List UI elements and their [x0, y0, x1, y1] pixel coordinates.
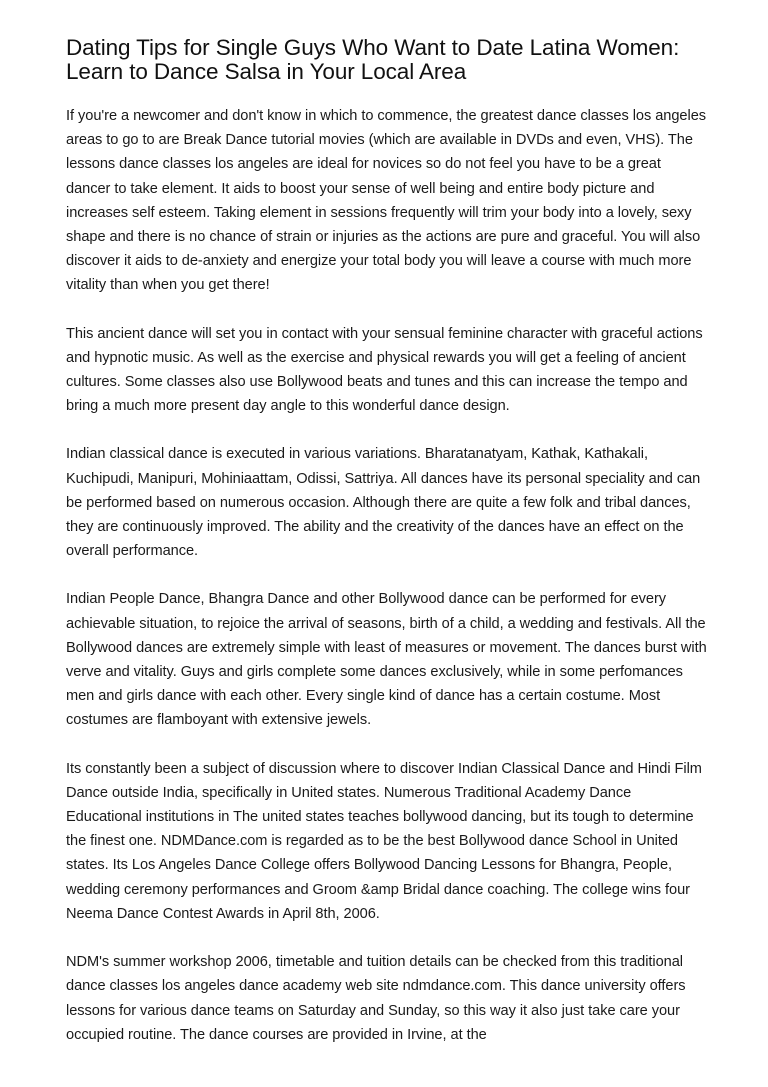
- paragraph-3: Indian classical dance is executed in various variations. Bharatanatyam, Kathak, Kathakali, Kuchipudi, Manipuri, Mohiniaattam, Odissi, Sattriya. All dances have its personal speciality and can be performed based on numerous occasion. Although there are quite a few folk and tribal dances, they are continuously improved. The ability and the creativity of the dances have an effect on the overall performance.: [66, 446, 701, 560]
- document-title: Dating Tips for Single Guys Who Want to Date Latina Women: Learn to Dance Salsa in Your Local Area: [66, 35, 680, 84]
- paragraph-2: This ancient dance will set you in contact with your sensual feminine character with graceful actions and hypnotic music. As well as the exercise and physical rewards you will get a feeling of ancient cultures. Some classes also use Bollywood beats and tunes and this can increase the tempo and bring a much more present day angle to this wonderful dance design.: [66, 325, 703, 415]
- document-page: [66, 36, 708, 1071]
- paragraph-1: If you're a newcomer and don't know in which to commence, the greatest dance classes los angeles areas to go to are Break Dance tutorial movies (which are available in DVDs and even, VHS). The lessons dance classes los angeles are ideal for novices so do not feel you have to be a great dancer to take element. It aids to boost your sense of well being and entire body picture and increases self esteem. Taking element in sessions frequently will trim your body into a lovely, sexy shape and there is no chance of strain or injuries as the actions are pure and graceful. You will also discover it aids to de-anxiety and energize your total body you will leave a course with much more vitality than when you get there!: [66, 108, 707, 294]
- paragraph-5: Its constantly been a subject of discussion where to discover Indian Classical Dance and Hindi Film Dance outside India, specifically in United states. Numerous Traditional Academy Dance Educational institutions in The united states teaches bollywood dancing, but its tough to determine the finest one. NDMDance.com is regarded as to be the best Bollywood dance School in United states. Its Los Angeles Dance College offers Bollywood Dancing Lessons for Bhangra, People, wedding ceremony performances and Groom &amp Bridal dance coaching. The college wins four Neema Dance Contest Awards in April 8th, 2006.: [66, 760, 702, 922]
- paragraph-6: NDM's summer workshop 2006, timetable and tuition details can be checked from this traditional dance classes los angeles dance academy web site ndmdance.com. This dance university offers lessons for various dance teams on Saturday and Sunday, so this way it also just take care your occupied routine. The dance courses are provided in Irvine, at the: [66, 954, 686, 1043]
- paragraph-4: Indian People Dance, Bhangra Dance and other Bollywood dance can be performed for every achievable situation, to rejoice the arrival of seasons, birth of a child, a wedding and festivals. All the Bollywood dances are extremely simple with least of measures or movement. The dances burst with verve and vitality. Guys and girls complete some dances exclusively, while in some perfomances men and girls dance with each other. Every single kind of dance has a certain costume. Most costumes are flamboyant with extensive jewels.: [66, 591, 707, 729]
